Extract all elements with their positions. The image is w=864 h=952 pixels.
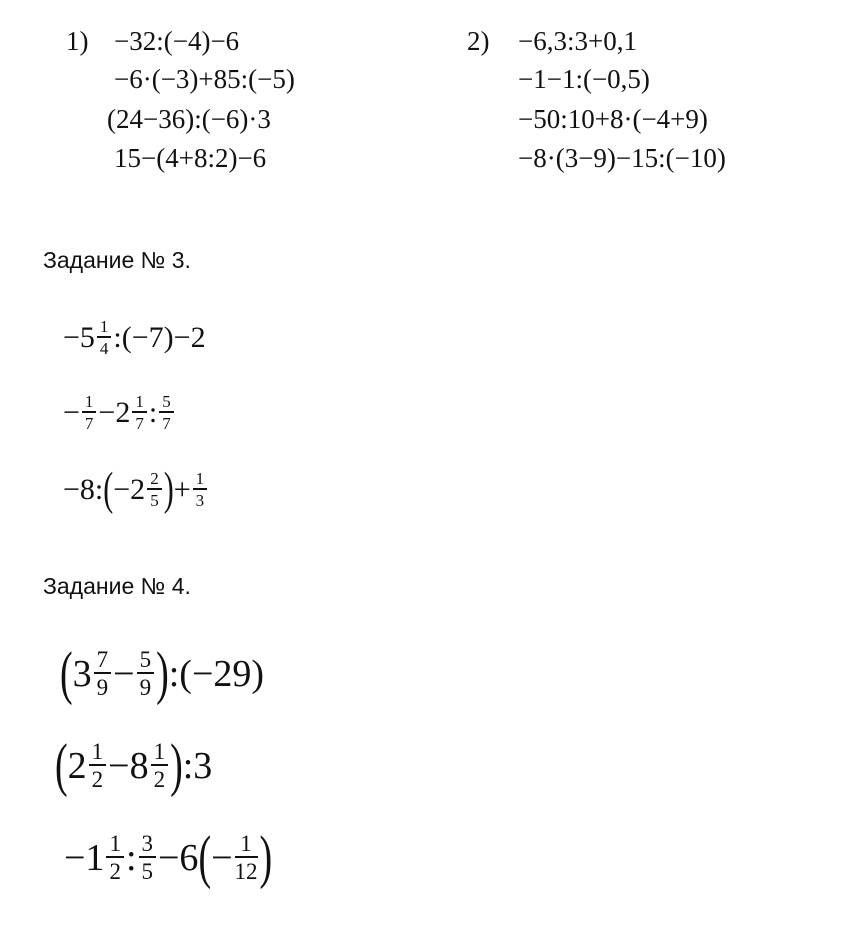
item-label-2: 2) bbox=[467, 26, 490, 56]
expression: −8·(3−9)−15:(−10) bbox=[518, 143, 726, 173]
expression: −6,3:3+0,1 bbox=[518, 26, 637, 56]
item-label-1: 1) bbox=[66, 26, 89, 56]
expression: (24−36):(−6)·3 bbox=[107, 104, 271, 134]
task4-expression-3: −1 $\frac{1}{2}$ : $\frac{3}{5}$ −6(− $\frac{1}{12}$ ) bbox=[64, 824, 273, 891]
task3-expression-3: −8:(−2 $\frac{2}{5}$ )+ $\frac{1}{3}$ bbox=[63, 470, 209, 509]
expression: 15−(4+8:2)−6 bbox=[114, 143, 267, 173]
task-3-title: Задание № 3. bbox=[43, 247, 191, 273]
task3-expression-2: − $\frac{1}{7}$ −2 $\frac{1}{7}$ : $\frac{5}{7}$ bbox=[63, 393, 176, 432]
task-4-title: Задание № 4. bbox=[43, 573, 191, 599]
task3-expression-1: −5 $\frac{1}{4}$ :(−7)−2 bbox=[63, 317, 206, 358]
task4-expression-1: (3 $\frac{7}{9}$ − $\frac{5}{9}$ ):(−29) bbox=[60, 640, 265, 707]
expression: −50:10+8·(−4+9) bbox=[518, 104, 708, 134]
expression: −6·(−3)+85:(−5) bbox=[114, 64, 295, 94]
expression: −32:(−4)−6 bbox=[114, 26, 240, 56]
expression: −1−1:(−0,5) bbox=[518, 64, 650, 94]
task4-expression-2: (2 $\frac{1}{2}$ −8 $\frac{1}{2}$ ):3 bbox=[55, 732, 213, 799]
